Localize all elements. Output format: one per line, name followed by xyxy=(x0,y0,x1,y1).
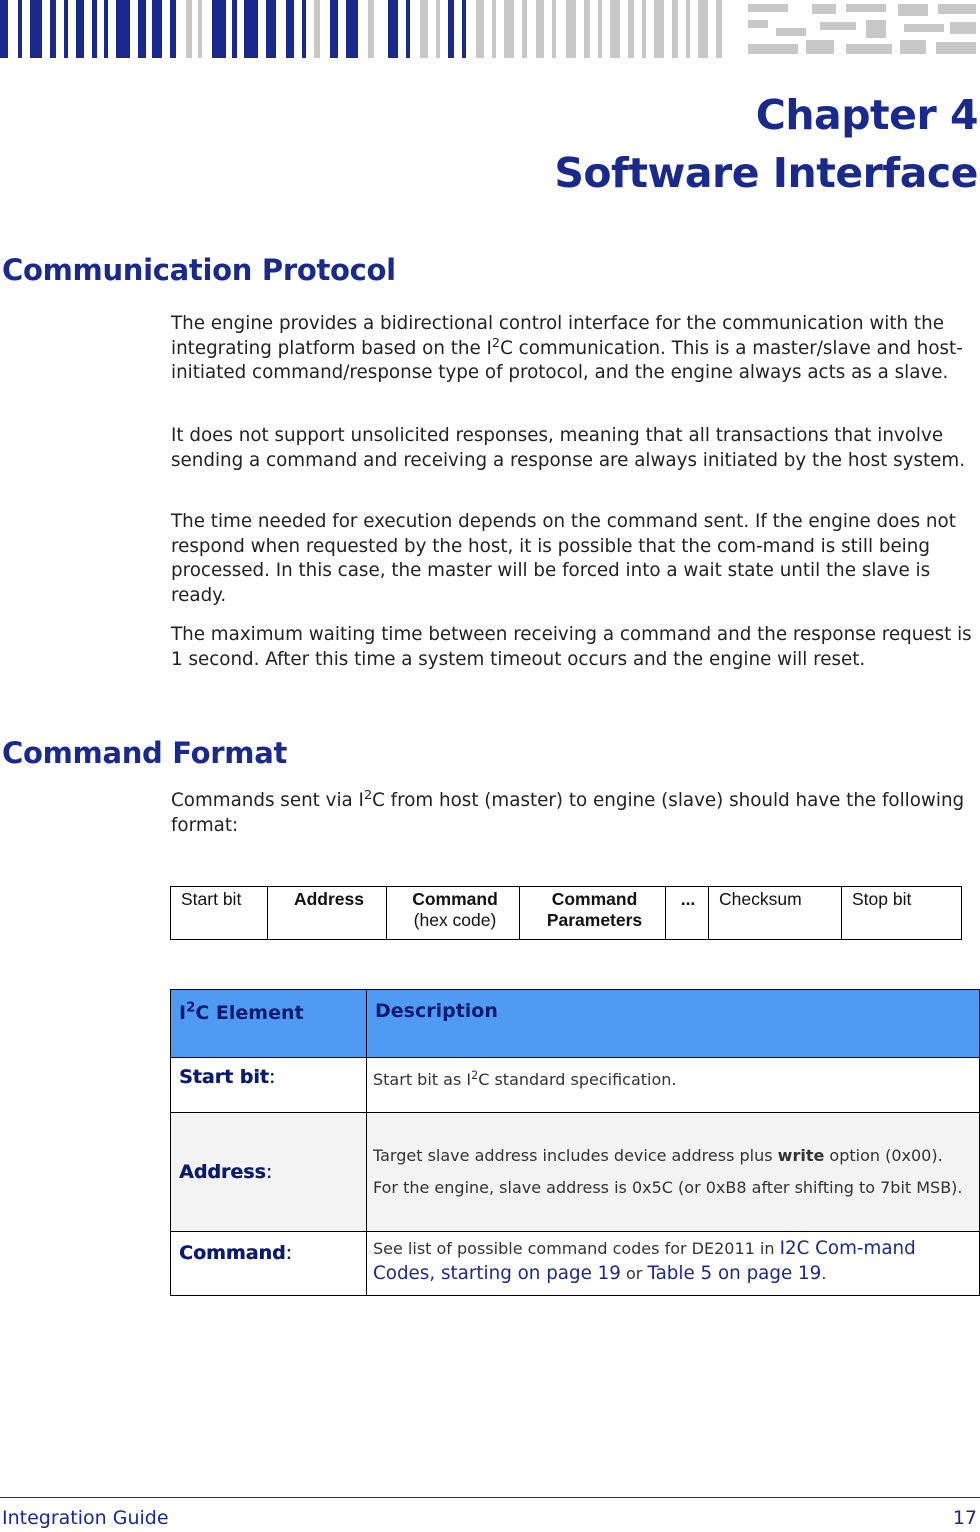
header-element: $I^2C$ Element xyxy=(171,990,367,1058)
page-number: 17 xyxy=(952,1507,977,1529)
chapter-number: Chapter 4 xyxy=(755,91,978,139)
command-format-table xyxy=(170,886,962,940)
cell-start-bit: Start bit xyxy=(171,887,268,940)
row-desc-address: Target slave address includes device address plus write option (0x00). For the engine, slave address is 0x5C (or 0xB8 after shifting to 7bit MSB). xyxy=(367,1113,980,1232)
table-header-row xyxy=(171,990,980,1058)
chapter-title xyxy=(554,86,978,202)
link-i2c-command-codes[interactable]: I2C Com-mand Codes, starting on page 19 xyxy=(373,1238,916,1284)
paragraph-2: It does not support unsolicited responses, meaning that all transactions that involve sending a command and receiving a response are always initiated by the host system. xyxy=(171,425,966,471)
barcode-banner xyxy=(0,0,980,58)
cell-command-parameters: Command Parameters xyxy=(520,887,666,940)
i2c-element-table xyxy=(170,989,980,1296)
link-table-5[interactable]: Table 5 on page 19 xyxy=(647,1263,822,1284)
command-format-intro: Commands sent via $I^2C$ from host (master) to engine (slave) should have the following format: xyxy=(171,787,965,836)
row-desc-command: See list of possible command codes for DE2011 in I2C Com-mand Codes, starting on page 19 or Table 5 on page 19. xyxy=(367,1232,980,1296)
row-name-address: Address: xyxy=(171,1113,367,1232)
cell-address: Address xyxy=(268,887,387,940)
table-row xyxy=(171,1113,980,1232)
row-name-start-bit: Start bit: xyxy=(171,1058,367,1113)
table-row xyxy=(171,1058,980,1113)
chapter-name: Software Interface xyxy=(554,149,978,197)
footer-guide-title: Integration Guide xyxy=(2,1507,169,1529)
cell-command: Command (hex code) xyxy=(387,887,520,940)
cell-checksum: Checksum xyxy=(709,887,842,940)
heading-command-format: Command Format xyxy=(2,736,288,770)
paragraph-1: The engine provides a bidirectional control interface for the communication with the integrating platform based on the $I^2C$ communication. This is a master/slave and host-initiated command/response type of protocol, and the engine always acts as a slave. xyxy=(171,313,963,383)
cell-ellipsis: ... xyxy=(666,887,709,940)
row-name-command: Command: xyxy=(171,1232,367,1296)
header-description: Description xyxy=(367,990,980,1058)
paragraph-4: The maximum waiting time between receiving a command and the response request is 1 second. After this time a system timeout occurs and the engine will reset. xyxy=(171,624,972,670)
heading-communication-protocol: Communication Protocol xyxy=(2,253,396,287)
row-desc-start-bit: Start bit as $I^2C$ standard specification. xyxy=(367,1058,980,1113)
table-row xyxy=(171,887,962,940)
paragraph-3: The time needed for execution depends on the command sent. If the engine does not respond when requested by the host, it is possible that the com-mand is still being processed. In this case, the master will be forced into a wait state until the slave is ready. xyxy=(171,511,956,606)
cell-stop-bit: Stop bit xyxy=(842,887,962,940)
table-row xyxy=(171,1232,980,1296)
page-footer xyxy=(0,1497,980,1529)
